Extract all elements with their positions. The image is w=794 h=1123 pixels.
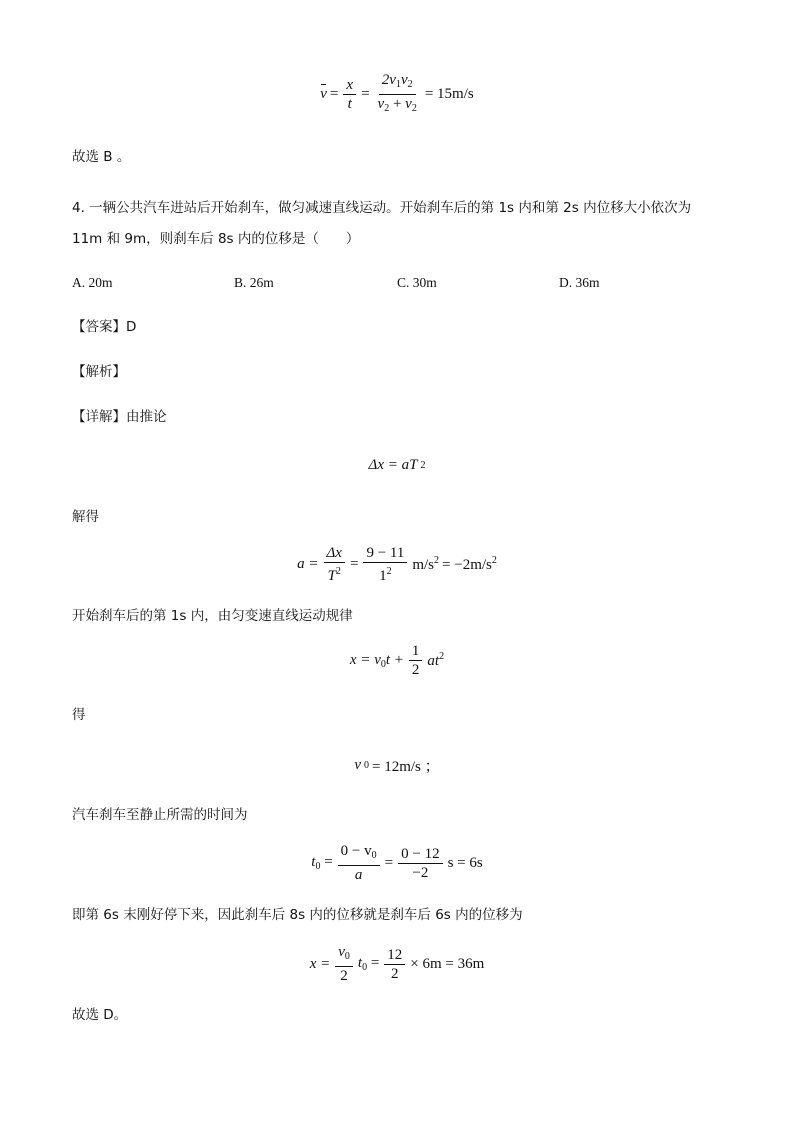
option-d: D. 36m: [559, 275, 600, 290]
equation-average-velocity: v = $\frac{x}{t}$ = $\frac{2v_1v_2}{v_2 + v_2}$ = 15m/s: [0, 72, 794, 117]
question-4-line-1: 4. 一辆公共汽车进站后开始刹车，做匀减速直线运动。开始刹车后的第 1s 内和第 2s 内位移大小依次为: [72, 200, 692, 216]
equation-initial-velocity: v 0 = 12m/s ；: [354, 757, 440, 775]
fraction-delta-x-over-t-squared: $\frac{\Delta x}{T^2}$: [324, 545, 345, 584]
fraction-one-half: $\frac{1}{2}$: [409, 643, 423, 678]
option-c: C. 30m: [397, 275, 437, 290]
fraction-x-over-t: $\frac{x}{t}$: [343, 77, 356, 112]
equation-stop-time: $t_0$ = $\frac{0 - v_0}{a}$ = $\frac{0 - 12}{-2}$ s = 6s: [311, 843, 483, 883]
equation-acceleration: a = $\frac{\Delta x}{T^2}$ = $\frac{9 - 11}{1^2}$ $m/s^2$ = $-2m/s^2$: [297, 545, 497, 584]
fraction-numeric-acceleration: $\frac{9 - 11}{1^2}$: [363, 545, 407, 584]
choose-b-text: 故选 B 。: [72, 149, 131, 165]
avg-velocity-symbol: v: [320, 86, 327, 102]
detail-text: 【详解】由推论: [72, 409, 167, 425]
choose-d-text: 故选 D。: [72, 1007, 128, 1023]
avg-velocity-result: = 15m/s: [424, 86, 474, 102]
get-text: 得: [72, 707, 86, 723]
solve-text: 解得: [72, 509, 99, 525]
option-b: B. 26m: [234, 275, 274, 290]
sixth-second-text: 即第 6s 末刚好停下来，因此刹车后 8s 内的位移就是刹车后 6s 内的位移为: [72, 907, 523, 923]
equation-final-displacement: x = $\frac{v_0}{2}$ $t_0$ = $\frac{12}{2}$ × 6m = 36m: [309, 944, 485, 984]
stop-time-text: 汽车刹车至静止所需的时间为: [72, 807, 248, 823]
fraction-v0-over-2: $\frac{v_0}{2}$: [335, 944, 353, 984]
equation-delta-x: Δx = aT 2: [368, 457, 426, 473]
fraction-stop-time-numeric: $\frac{0 - 12}{-2}$: [398, 846, 442, 881]
fraction-12-over-2: $\frac{12}{2}$: [384, 947, 405, 982]
first-second-text: 开始刹车后的第 1s 内，由匀变速直线运动规律: [72, 608, 353, 624]
answer-text: 【答案】D: [72, 319, 137, 335]
fraction-harmonic-mean: $\frac{2v_1v_2}{v_2 + v_2}$: [377, 72, 417, 114]
equation-displacement: $x = v_0t$ + $\frac{1}{2}$ $at^2$: [349, 643, 445, 678]
question-4-line-2: 11m 和 9m，则刹车后 8s 内的位移是（ ）: [72, 231, 360, 247]
analysis-label: 【解析】: [72, 364, 126, 380]
fraction-stop-time-symbolic: $\frac{0 - v_0}{a}$: [338, 843, 380, 883]
option-a: A. 20m: [72, 275, 113, 290]
